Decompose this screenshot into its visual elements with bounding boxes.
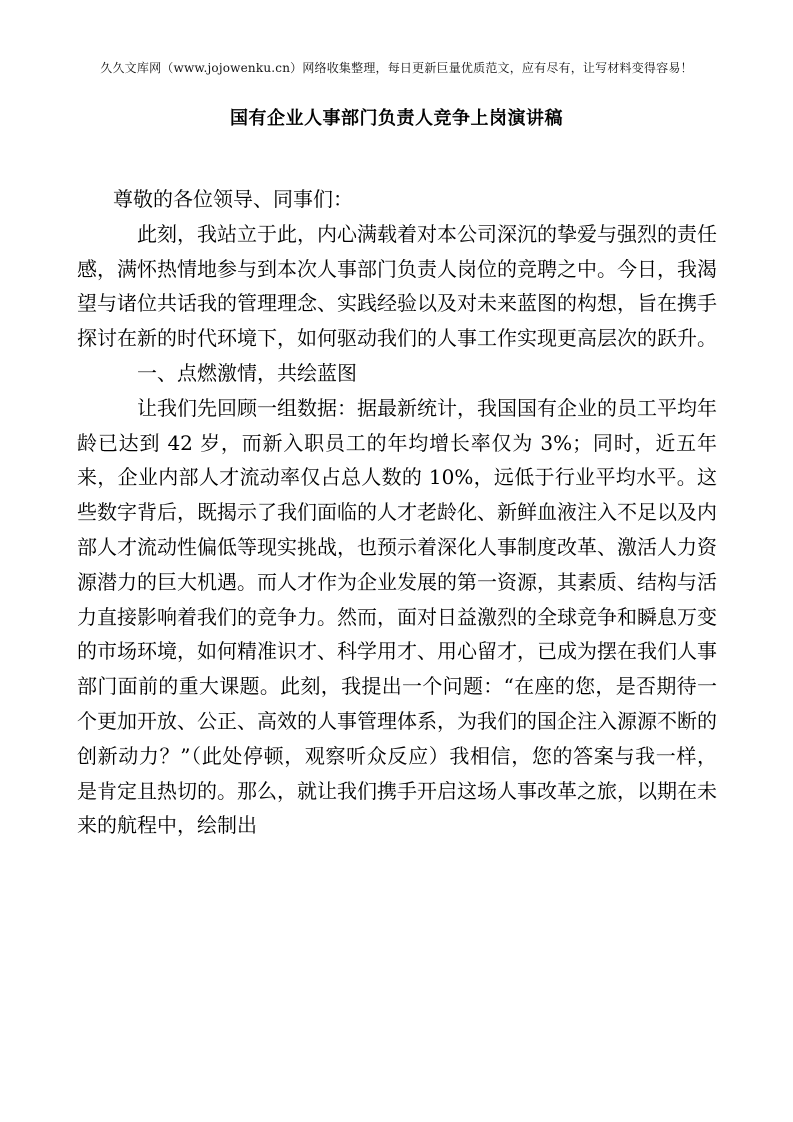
section-heading: 一、点燃激情，共绘蓝图 <box>137 360 357 385</box>
salutation: 尊敬的各位领导、同事们： <box>113 187 353 211</box>
source-header-note: 久久文库网（www.jojowenku.cn）网络收集整理，每日更新巨量优质范文，应有尽有，让写材料变得容易！ <box>100 61 693 75</box>
document-body <box>77 182 717 843</box>
document-title: 国有企业人事部门负责人竞争上岗演讲稿 <box>230 108 563 129</box>
paragraph-data-review: 让我们先回顾一组数据：据最新统计，我国国有企业的员工平均年龄已达到 42 岁，而新入职员工的年均增长率仅为 3%；同时，近五年来，企业内部人才流动率仅占总人数的 10%，远低于行业平均水平。这些数字背后，既揭示了我们面临的人才老龄化、新鲜血液注入不足以及内部人才流动性偏低等现实挑战，也预示着深化人事制度改革、激活人力资源潜力的巨大机遇。而人才作为企业发展的第一资源，其素质、结构与活力直接影响着我们的竞争力。然而，面对日益激烈的全球竞争和瞬息万变的市场环境，如何精准识才、科学用才、用心留才，已成为摆在我们人事部门面前的重大课题。此刻，我提出一个问题：“在座的您，是否期待一个更加开放、公正、高效的人事管理体系，为我们的国企注入源源不断的创新动力？”（此处停顿，观察听众反应）我相信，您的答案与我一样，是肯定且热切的。那么，就让我们携手开启这场人事改革之旅，以期在未来的航程中，绘制出 <box>77 395 717 838</box>
paragraph-intro: 此刻，我站立于此，内心满载着对本公司深沉的挚爱与强烈的责任感，满怀热情地参与到本次人事部门负责人岗位的竞聘之中。今日，我渴望与诸位共话我的管理理念、实践经验以及对未来蓝图的构想，旨在携手探讨在新的时代环境下，如何驱动我们的人事工作实现更高层次的跃升。 <box>77 221 717 351</box>
